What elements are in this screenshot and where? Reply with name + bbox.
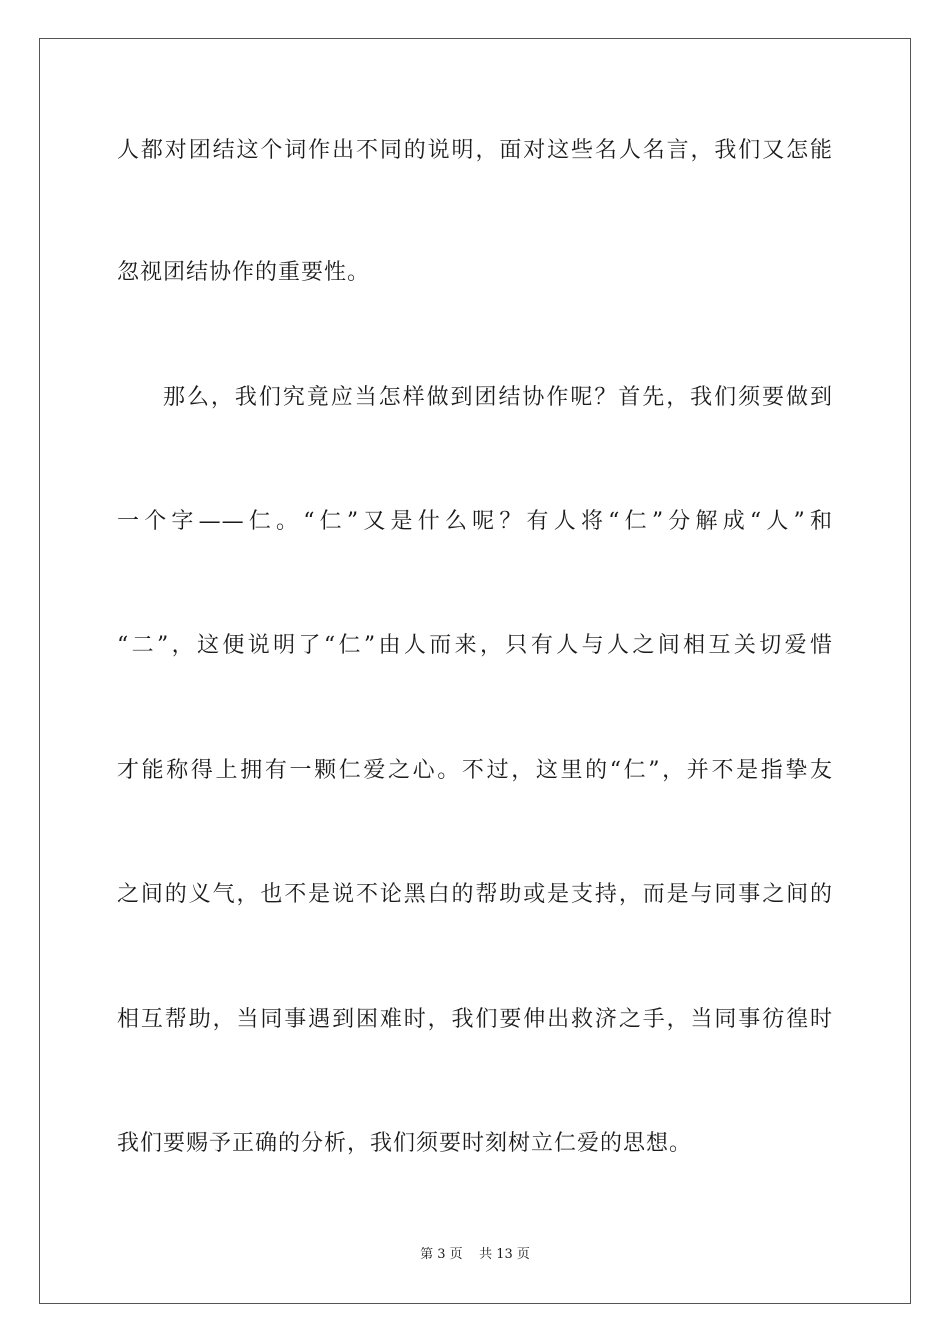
text-line-1: 人都对团结这个词作出不同的说明，面对这些名人名言，我们又怎能 [117,138,833,163]
text-line-8: 相互帮助，当同事遇到困难时，我们要伸出救济之手，当同事彷徨时 [117,1007,833,1032]
page-number-footer: 第 3 页 共 13 页 [420,1247,530,1262]
text-line-2: 忽视团结协作的重要性。 [117,260,371,285]
text-line-9: 我们要赐予正确的分析，我们须要时刻树立仁爱的思想。 [117,1131,693,1156]
text-line-6: 才能称得上拥有一颗仁爱之心。不过，这里的“仁”，并不是指挚友 [117,758,833,783]
page-border [39,38,911,1304]
text-line-4: 一个字——仁。“仁”又是什么呢？有人将“仁”分解成“人”和 [117,509,833,534]
text-line-3: 那么，我们究竟应当怎样做到团结协作呢？首先，我们须要做到 [163,385,833,410]
text-line-5: “二”，这便说明了“仁”由人而来，只有人与人之间相互关切爱惜 [117,633,833,658]
text-line-7: 之间的义气，也不是说不论黑白的帮助或是支持，而是与同事之间的 [117,882,833,907]
